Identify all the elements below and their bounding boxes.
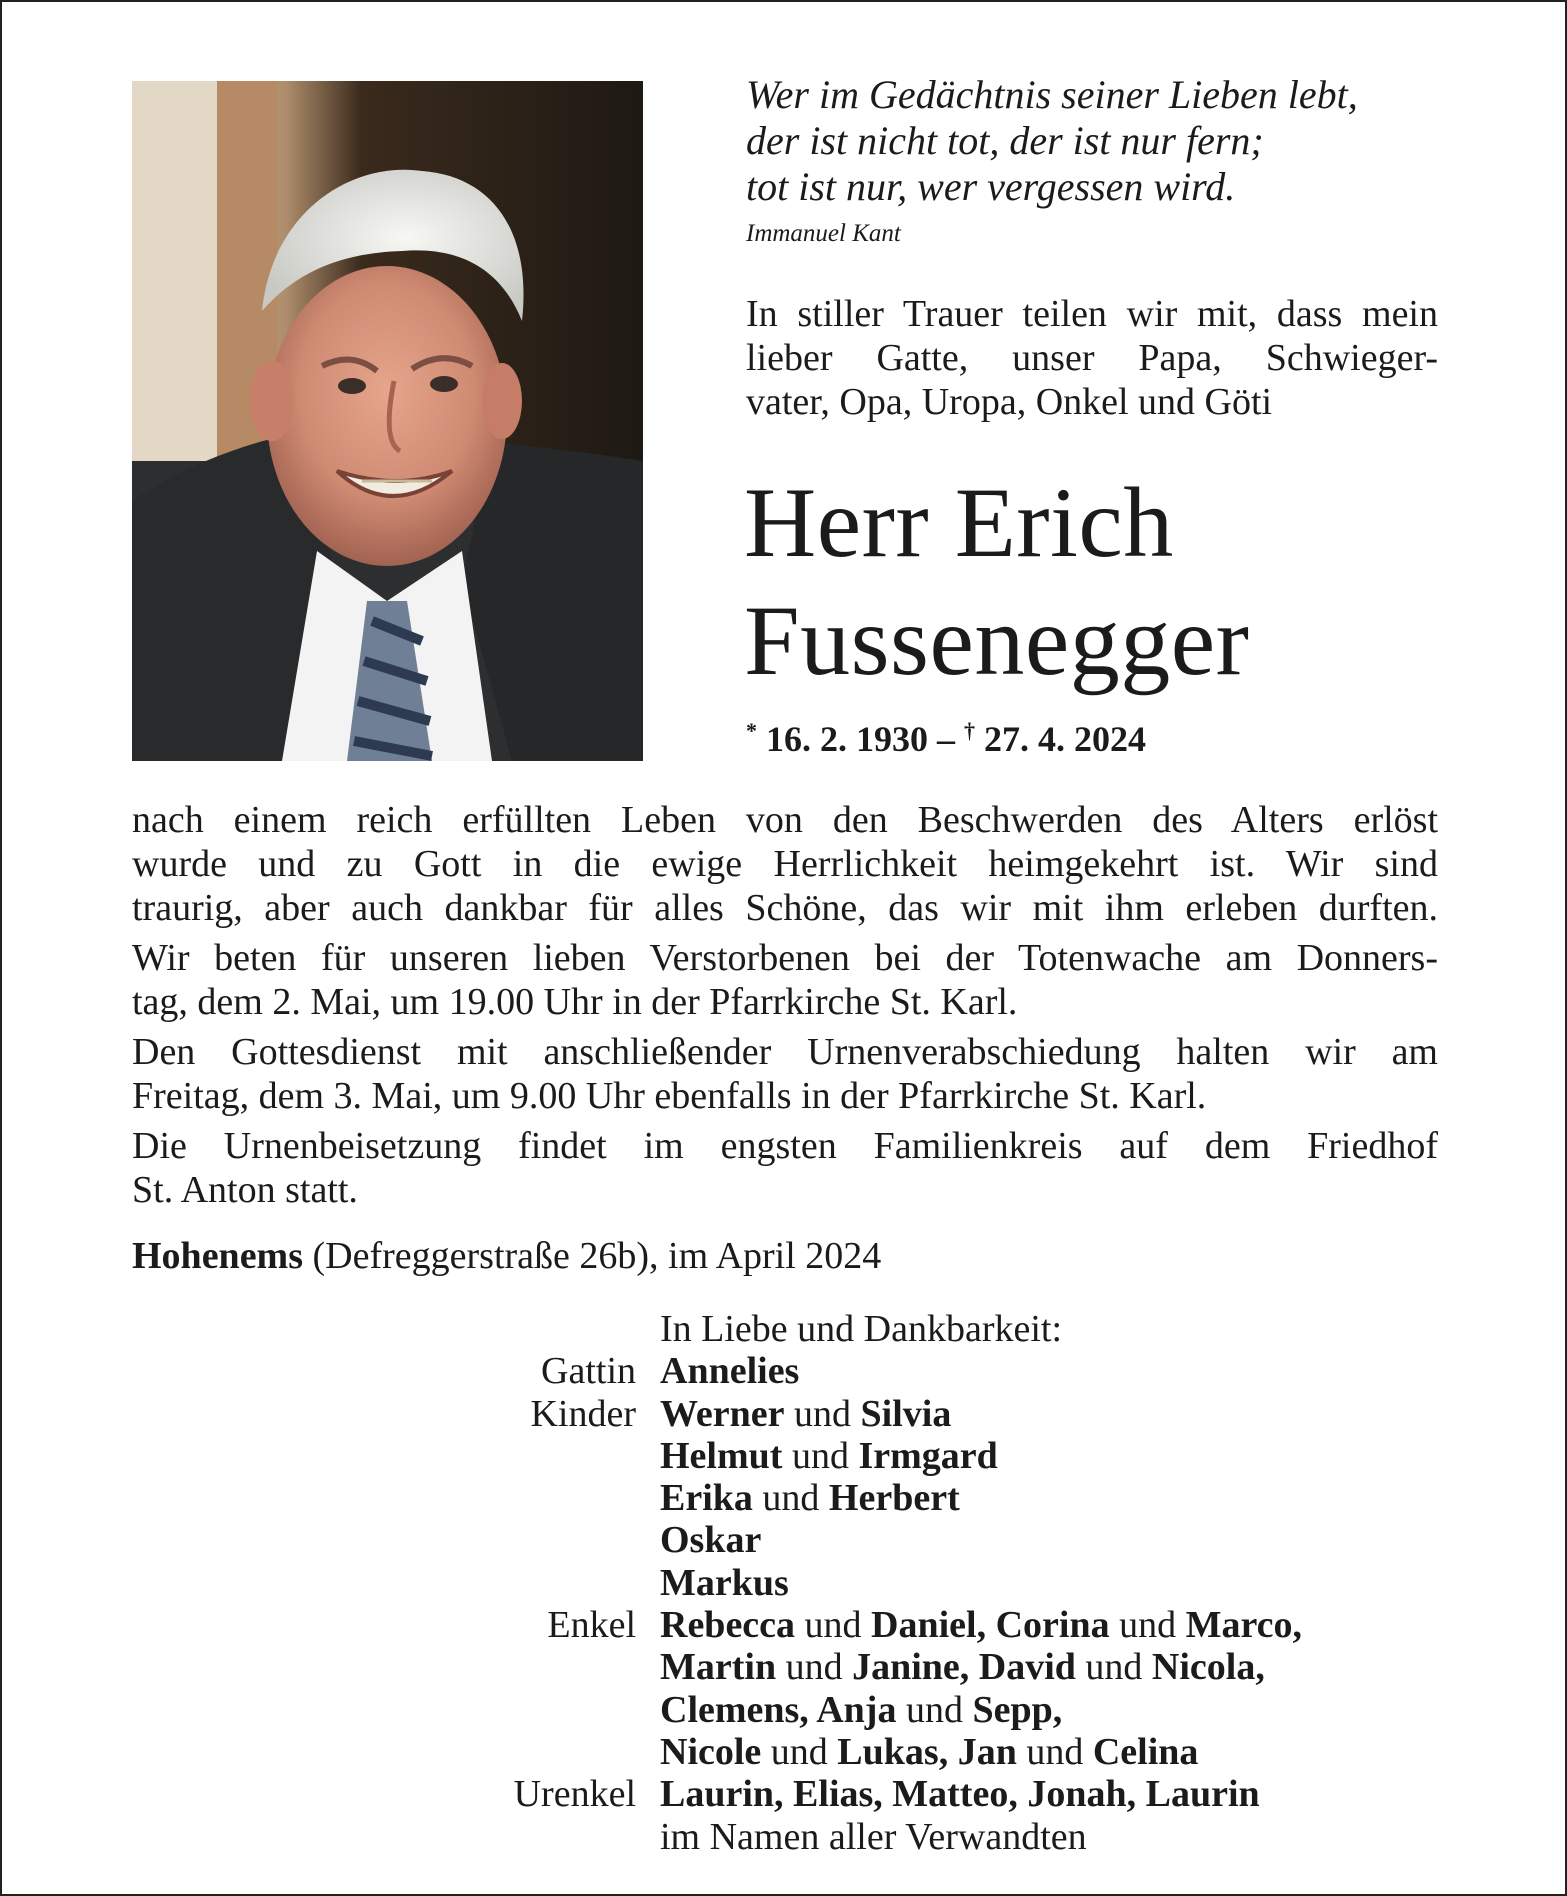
relation-label [2,1435,660,1477]
relative-name: Janine, David [852,1646,1076,1689]
connector-text: und [784,1392,861,1435]
portrait-photo [132,81,643,761]
relation-label [2,1646,660,1688]
relative-name: Helmut [660,1434,783,1477]
connector-text: und [776,1646,853,1689]
relative-name: Erika [660,1477,753,1520]
mourner-row [2,1562,1567,1604]
mourner-rows [2,1350,1567,1815]
mourner-row [2,1519,1567,1561]
relative-name: Laurin, Elias, Matteo, Jonah, Laurin [660,1773,1260,1816]
place-address: (Defreggerstraße 26b), im April 2024 [312,1235,882,1277]
connector-text: und [1109,1604,1186,1647]
birth-date: 16. 2. 1930 [766,719,928,759]
relative-names [660,1562,789,1604]
relative-name: Daniel, Corina [871,1604,1110,1647]
body-line: nach einem reich erfüllten Leben von den Beschwerden des Alters erlöst [132,799,1438,841]
connector-text: und [752,1477,829,1520]
relative-name: Celina [1092,1730,1199,1773]
relative-names [660,1689,1062,1731]
birth-symbol: * [746,718,757,743]
relative-name: Lukas, Jan [837,1730,1017,1773]
body-line: wurde und zu Gott in die ewige Herrlichkeit heimgekehrt ist. Wir sind [132,843,1438,885]
relative-name: Rebecca [660,1604,796,1647]
relative-name: Oskar [660,1519,762,1562]
connector-text: und [1016,1730,1093,1773]
relative-name: Annelies [660,1350,800,1393]
place-and-date [132,1234,1438,1278]
mourner-row [2,1731,1567,1773]
relation-label [2,1731,660,1773]
date-separator: – [937,719,955,759]
intro-line: lieber Gatte, unser Papa, Schwieger- [746,337,1438,379]
body-line: St. Anton statt. [132,1169,358,1211]
mourner-row [2,1477,1567,1519]
relative-name: Herbert [828,1477,960,1520]
relative-name: Martin [660,1646,777,1689]
relative-name: Silvia [860,1392,952,1435]
body-paragraph [132,1030,1438,1118]
connector-text: und [782,1434,859,1477]
relation-label: Gattin [541,1350,636,1393]
place-city: Hohenems [132,1235,303,1277]
deceased-name [744,464,1504,700]
mourner-row [2,1393,1567,1435]
connector-text: und [795,1604,872,1647]
portrait-illustration [132,81,643,761]
life-dates [746,718,1146,760]
relative-name: Marco, [1185,1604,1303,1647]
announcement-intro [746,292,1438,424]
mourners-closing: im Namen aller Verwandten [660,1815,1087,1858]
connector-text: und [761,1730,838,1773]
quote-line: der ist nicht tot, der ist nur fern; [746,118,1264,163]
obituary-body [132,798,1438,1218]
relative-names [660,1519,761,1561]
relative-names [660,1731,1198,1773]
mourners-list [2,1308,1567,1858]
relative-names [660,1477,960,1519]
body-line: Den Gottesdienst mit anschließender Urnenverabschiedung halten wir am [132,1031,1438,1073]
relative-names [660,1646,1265,1688]
relation-label: Urenkel [513,1773,636,1816]
relation-label: Kinder [530,1392,636,1435]
relation-label [2,1477,660,1519]
mourners-closing-row [2,1816,1567,1858]
relation-label: Enkel [547,1604,636,1647]
body-line: tag, dem 2. Mai, um 19.00 Uhr in der Pfarrkirche St. Karl. [132,981,1018,1023]
intro-line: vater, Opa, Uropa, Onkel und Göti [746,381,1273,423]
relative-name: Nicole [660,1730,762,1773]
relative-name: Sepp, [972,1688,1063,1731]
quote-line: tot ist nur, wer vergessen wird. [746,164,1236,209]
death-date: 27. 4. 2024 [984,719,1146,759]
mourners-heading: In Liebe und Dankbarkeit: [660,1308,1063,1350]
body-line: traurig, aber auch dankbar für alles Schöne, das wir mit ihm erleben durften. [132,887,1438,929]
body-line: Wir beten für unseren lieben Verstorbenen bei der Totenwache am Donners- [132,937,1438,979]
relative-names [660,1393,951,1435]
relative-name: Irmgard [858,1434,998,1477]
name-line-1: Herr Erich [744,467,1174,578]
relative-names [660,1435,998,1477]
relation-label [2,1519,660,1561]
relative-name: Werner [660,1392,785,1435]
relative-names [660,1773,1260,1815]
connector-text: und [896,1688,973,1731]
relative-name: Markus [660,1561,789,1604]
relative-names [660,1350,799,1392]
mourner-row [2,1435,1567,1477]
mourners-heading-row [2,1308,1567,1350]
connector-text: und [1075,1646,1152,1689]
quote-line: Wer im Gedächtnis seiner Lieben lebt, [746,72,1358,117]
mourner-row [2,1689,1567,1731]
mourner-row [2,1350,1567,1392]
body-paragraph [132,798,1438,930]
relation-label [2,1562,660,1604]
relative-names [660,1604,1302,1646]
body-paragraph [132,1124,1438,1212]
memorial-quote [746,72,1446,248]
body-line: Die Urnenbeisetzung findet im engsten Familienkreis auf dem Friedhof [132,1125,1438,1167]
name-line-2: Fussenegger [744,585,1250,696]
body-line: Freitag, dem 3. Mai, um 9.00 Uhr ebenfalls in der Pfarrkirche St. Karl. [132,1075,1207,1117]
intro-line: In stiller Trauer teilen wir mit, dass mein [746,293,1438,335]
death-symbol: † [964,718,975,743]
relation-label [2,1689,660,1731]
relative-name: Clemens, Anja [660,1688,897,1731]
body-paragraph [132,936,1438,1024]
quote-author: Immanuel Kant [746,220,901,247]
relative-name: Nicola, [1151,1646,1265,1689]
mourner-row [2,1604,1567,1646]
mourner-row [2,1773,1567,1815]
mourner-row [2,1646,1567,1688]
